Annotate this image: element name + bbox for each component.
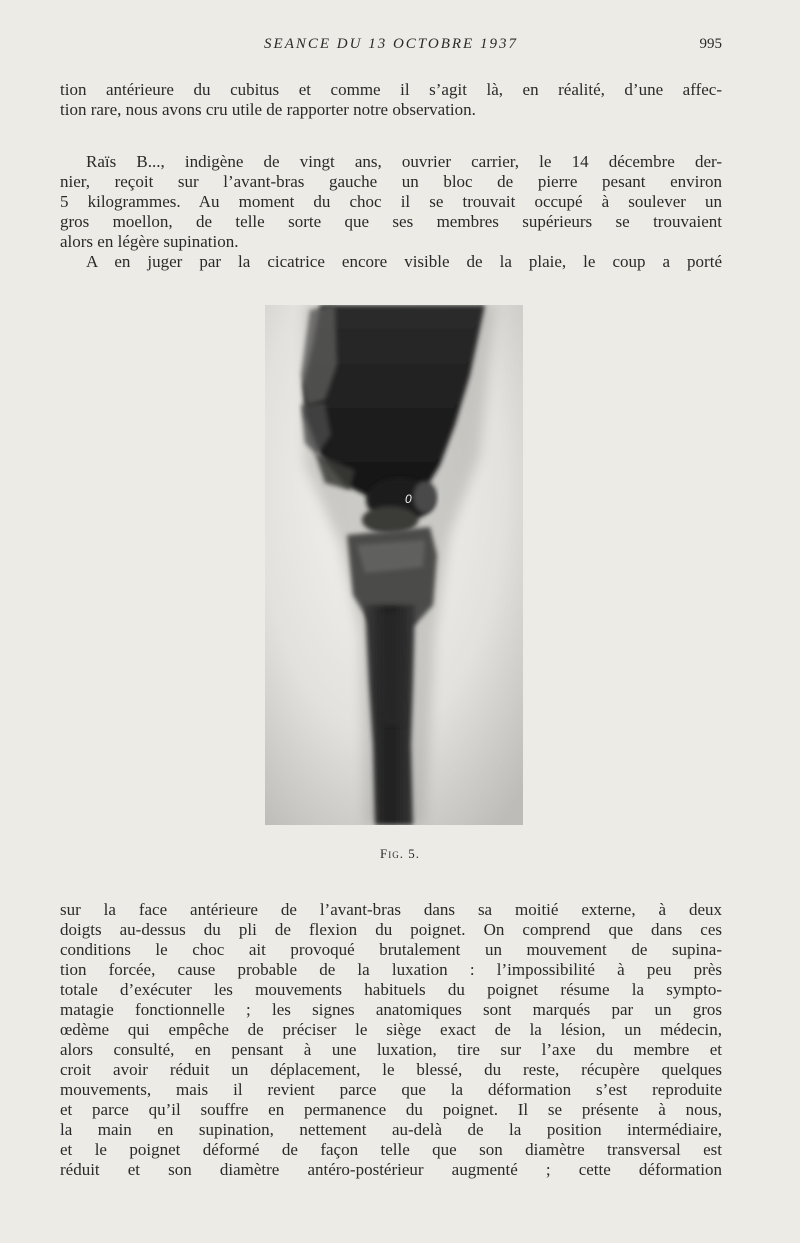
text-line: et le poignet déformé de façon telle que son diamètre transversal est xyxy=(60,1140,722,1159)
paragraph-1 xyxy=(60,80,722,120)
figure-label: 0 xyxy=(405,492,412,506)
text-line: la main en supination, nettement au-delà de la position intermédiaire, xyxy=(60,1120,722,1139)
text-line: et parce qu’il souffre en permanence du poignet. Il se présente à nous, xyxy=(60,1100,722,1119)
text-line: alors consulté, en pensant à une luxation, tire sur l’axe du membre et xyxy=(60,1040,722,1059)
text-line: tion antérieure du cubitus et comme il s’agit là, en réalité, d’une affec- xyxy=(60,80,722,99)
xray-image xyxy=(265,305,523,825)
text-line: Raïs B..., indigène de vingt ans, ouvrier carrier, le 14 décembre der- xyxy=(86,152,722,171)
xray-figure xyxy=(265,305,523,825)
running-title: SEANCE DU 13 OCTOBRE 1937 xyxy=(264,36,518,52)
text-line: conditions le choc ait provoqué brutalement un mouvement de supina- xyxy=(60,940,722,959)
text-line: totale d’exécuter les mouvements habituels du poignet résume la sympto- xyxy=(60,980,722,999)
page-header xyxy=(60,36,722,58)
text-line: mouvements, mais il revient parce que la déformation s’est reproduite xyxy=(60,1080,722,1099)
text-line: gros moellon, de telle sorte que ses membres supérieurs se trouvaient xyxy=(60,212,722,231)
text-line: croit avoir réduit un déplacement, le blessé, du reste, récupère quelques xyxy=(60,1060,722,1079)
page-number: 995 xyxy=(699,36,722,52)
figure-caption: Fig. 5. xyxy=(380,846,420,861)
text-line: tion rare, nous avons cru utile de rapporter notre observation. xyxy=(60,100,476,119)
text-line: œdème qui empêche de préciser le siège exact de la lésion, un médecin, xyxy=(60,1020,722,1039)
text-line: tion forcée, cause probable de la luxation : l’impossibilité à peu près xyxy=(60,960,722,979)
text-line: 5 kilogrammes. Au moment du choc il se trouvait occupé à soulever un xyxy=(60,192,722,211)
text-line: réduit et son diamètre antéro-postérieur augmenté ; cette déformation xyxy=(60,1160,722,1179)
paragraph-3 xyxy=(60,900,722,1180)
text-line: alors en légère supination. xyxy=(60,232,239,251)
text-line: sur la face antérieure de l’avant-bras dans sa moitié externe, à deux xyxy=(60,900,722,919)
text-line: matagie fonctionnelle ; les signes anatomiques sont marqués par un gros xyxy=(60,1000,722,1019)
text-line: A en juger par la cicatrice encore visible de la plaie, le coup a porté xyxy=(86,252,722,271)
text-line: doigts au-dessus du pli de flexion du poignet. On comprend que dans ces xyxy=(60,920,722,939)
paragraph-2 xyxy=(60,152,722,272)
text-line: nier, reçoit sur l’avant-bras gauche un bloc de pierre pesant environ xyxy=(60,172,722,191)
